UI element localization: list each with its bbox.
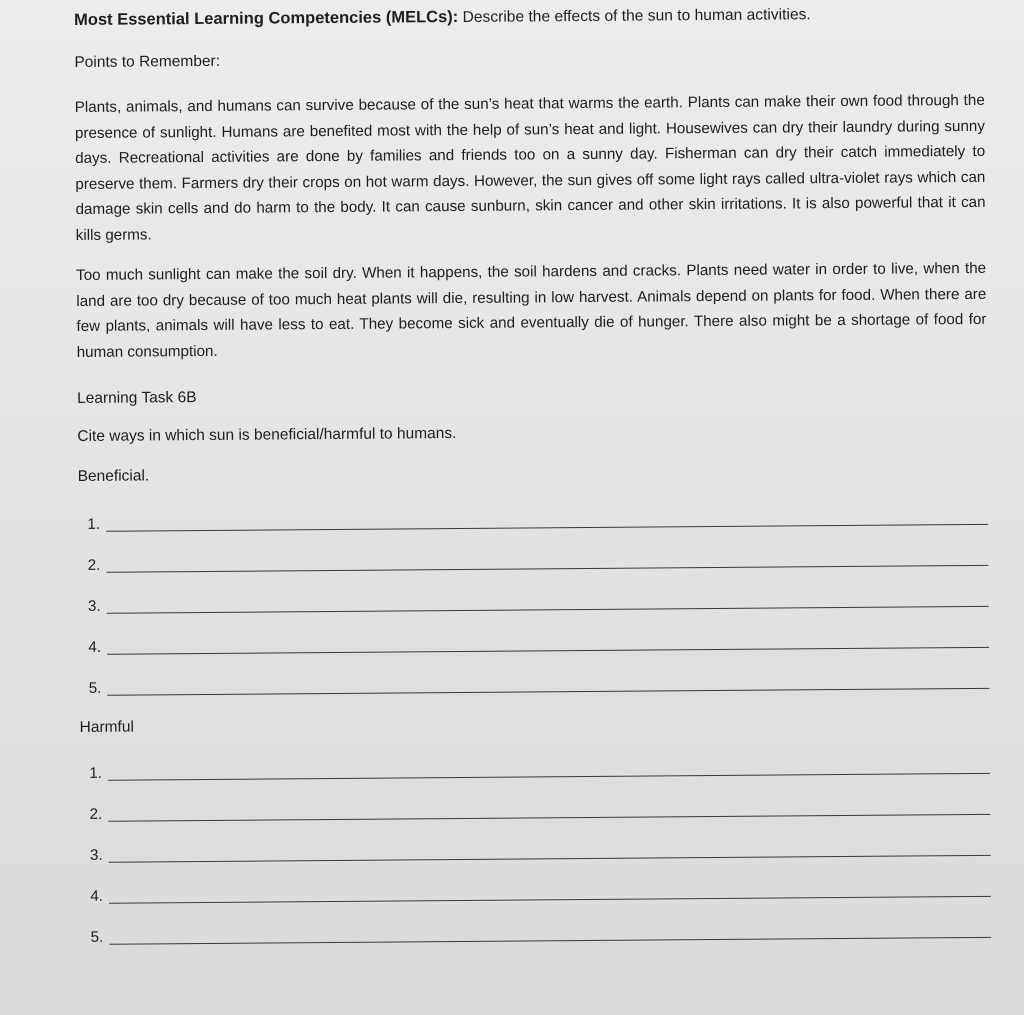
answer-number: 1. <box>89 764 103 782</box>
paragraph-too-much-sunlight: Too much sunlight can make the soil dry. When it happens, the soil hardens and cracks. Plants need water in order to live, when the land are too dry because of too much heat plants will die, resulting in low harvest. Animals depend on plants for food. When there are few plants, animals will have less to eat. They become sick and eventually die of hunger. There also might be a shortage of food for human consumption. <box>76 259 987 361</box>
paragraph-sun-benefits: Plants, animals, and humans can survive because of the sun’s heat that warms the earth. Plants can make their own food through the presence of sunlight. Humans are benefited most with the help of sun’s heat and light. Housewives can dry their laundry during sunny days. Recreational activities are done by families and friends too on a sunny day. Fisherman can dry their catch immediately to preserve them. Farmers dry their crops on hot warm days. However, the sun gives off some light rays called ultra-violet rays which can damage skin cells and do harm to the body. It can cause sunburn, skin cancer and other skin irritations. It is also powerful that it can kills germs. <box>74 91 986 244</box>
harmful-answer-3 <box>80 817 990 865</box>
beneficial-answer-1 <box>78 486 988 534</box>
answer-number: 2. <box>89 805 103 823</box>
answer-blank-line[interactable] <box>109 923 991 945</box>
answer-number: 4. <box>90 887 104 905</box>
worksheet-content <box>74 3 991 947</box>
harmful-answer-list <box>80 735 992 947</box>
answer-number: 5. <box>88 679 102 697</box>
beneficial-answer-list <box>78 486 990 698</box>
beneficial-answer-3 <box>78 568 988 616</box>
answer-number: 3. <box>87 597 101 615</box>
answer-blank-line[interactable] <box>107 674 989 696</box>
harmful-answer-1 <box>80 735 990 783</box>
answer-number: 4. <box>88 638 102 656</box>
task-instruction: Cite ways in which sun is beneficial/harmful to humans. <box>77 425 457 445</box>
answer-number: 1. <box>87 515 101 533</box>
melcs-label: Most Essential Learning Competencies (MELCs): <box>74 7 459 29</box>
beneficial-answer-5 <box>79 650 989 698</box>
answer-number: 2. <box>87 556 101 574</box>
harmful-label: Harmful <box>79 718 134 736</box>
melcs-description: Describe the effects of the sun to human activities. <box>458 6 811 26</box>
melcs-heading <box>74 3 984 31</box>
beneficial-label: Beneficial. <box>77 467 150 485</box>
beneficial-answer-4 <box>79 609 989 657</box>
beneficial-answer-2 <box>78 527 988 575</box>
harmful-answer-5 <box>81 899 991 947</box>
answer-number: 3. <box>89 846 103 864</box>
harmful-answer-4 <box>81 858 991 906</box>
learning-task-title: Learning Task 6B <box>76 389 197 407</box>
points-to-remember-label: Points to Remember: <box>74 52 221 71</box>
answer-number: 5. <box>90 928 104 946</box>
harmful-answer-2 <box>80 776 990 824</box>
